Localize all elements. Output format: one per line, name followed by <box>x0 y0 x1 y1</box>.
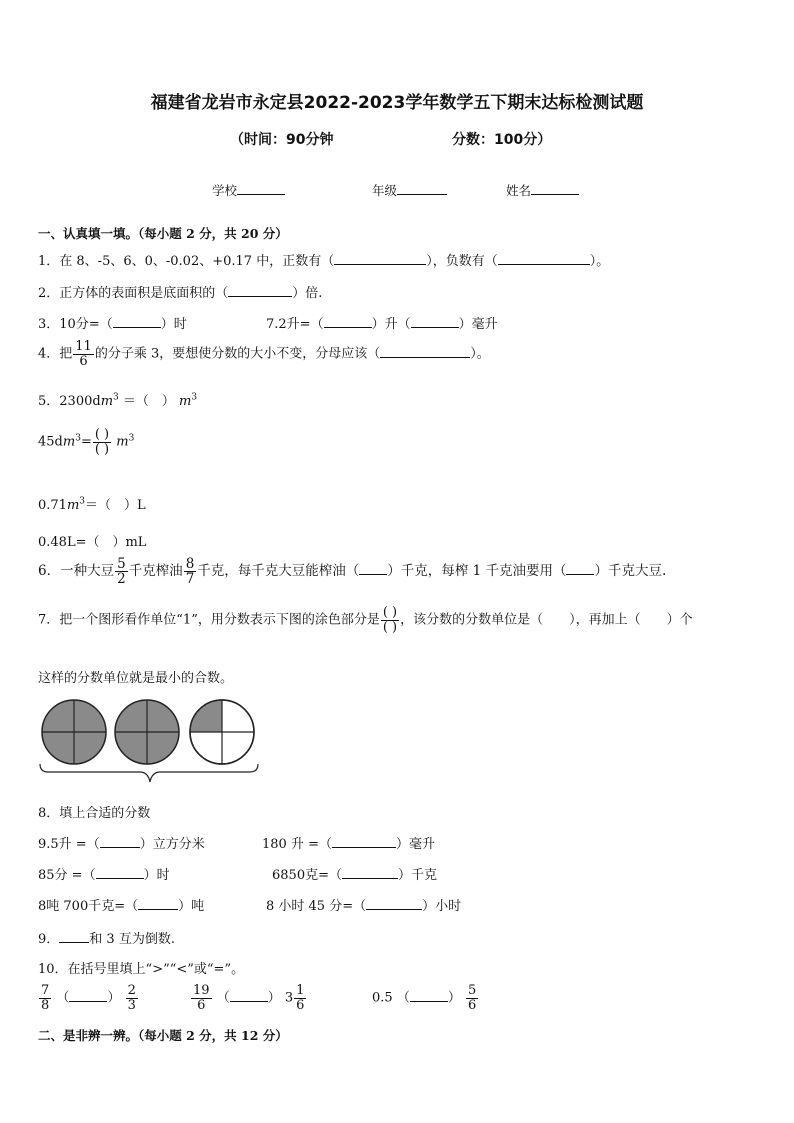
question-8-r3b: 8 小时 45 分=（ ）小时 <box>266 899 462 914</box>
name-field: 姓名 <box>506 181 579 199</box>
question-3a: 3．10分=（ ）时 <box>38 317 187 332</box>
school-field: 学校 <box>212 181 285 199</box>
question-8-r3a: 8吨 700千克=（ ）吨 <box>38 899 205 914</box>
question-10-row: $\frac{7}{8}$ （ ） $\frac{2}{3}$ <box>41 983 136 1013</box>
question-8-r2b: 6850克=（ ）千克 <box>272 868 437 883</box>
circles-figure <box>36 696 260 786</box>
question-10-pair3: 0.5 （ ） $\frac{5}{6}$ <box>372 983 477 1013</box>
question-6: 6．一种大豆 $\frac{5}{2}$ 千克榨油 $\frac{8}{7}$ 千克，每千克大豆能榨油（ ）千克，每榨 1 千克油要用（ ）千克大豆. <box>38 556 667 588</box>
circle-2 <box>115 700 179 764</box>
brace <box>40 764 258 782</box>
question-5-line1: 5．$2300dm^3$ ＝（ ） $m^3$ <box>38 392 198 409</box>
question-5-line2: $45dm^3=$ $\frac{( )}{( )}$ $m^3$ <box>38 427 135 457</box>
question-8-r1b: 180 升 =（ ）毫升 <box>262 837 435 852</box>
question-8-title: 8．填上合适的分数 <box>38 806 151 821</box>
section-1-heading: 一、认真填一填。（每小题 2 分，共 20 分） <box>38 226 288 241</box>
question-10-pair2: $\frac{19}{6}$ （ ） 3 $\frac{1}{6}$ <box>193 983 305 1013</box>
question-5-line4: 0.48L=（ ）mL <box>38 535 147 550</box>
exam-time: （时间：90分钟 <box>230 132 334 148</box>
fraction-blank: $\frac{( )}{( )}$ <box>94 427 110 457</box>
circle-1 <box>42 700 106 764</box>
question-8-r2a: 85分 =（ ）时 <box>38 868 170 883</box>
question-8-r1a: 9.5升 =（ ）立方分米 <box>38 837 205 852</box>
question-7-line2: 这样的分数单位就是最小的合数。 <box>38 671 234 686</box>
question-4: 4．把 $\frac{11}{6}$ 的分子乘 3，要想使分数的大小不变，分母应该（ ）。 <box>38 339 490 369</box>
question-1: 1．在 8、-5、6、0、-0.02、+0.17 中，正数有（ ），负数有（ ）。 <box>38 254 610 269</box>
circle-3 <box>190 700 254 764</box>
question-5-line3: $0.71m^3=$（ ）L <box>38 496 146 513</box>
grade-field: 年级 <box>372 181 447 199</box>
exam-score: 分数：100分） <box>452 132 552 148</box>
page-title: 福建省龙岩市永定县2022-2023学年数学五下期末达标检测试题 <box>150 93 644 113</box>
question-3b: 7.2升=（ ）升（ ）毫升 <box>266 317 498 332</box>
question-2: 2．正方体的表面积是底面积的（ ）倍. <box>38 286 323 301</box>
question-10-title: 10．在括号里填上“>”“<”或“=”。 <box>38 962 245 977</box>
fraction-11-6: $\frac{11}{6}$ <box>75 339 92 369</box>
question-9: 9． 和 3 互为倒数. <box>38 932 175 947</box>
question-7: 7．把一个图形看作单位“1”，用分数表示下图的涂色部分是 $\frac{( )}{( )}$ ，该分数的分数单位是（ ），再加上（ ）个 <box>38 605 693 635</box>
section-2-heading: 二、是非辨一辨。（每小题 2 分，共 12 分） <box>38 1028 288 1043</box>
